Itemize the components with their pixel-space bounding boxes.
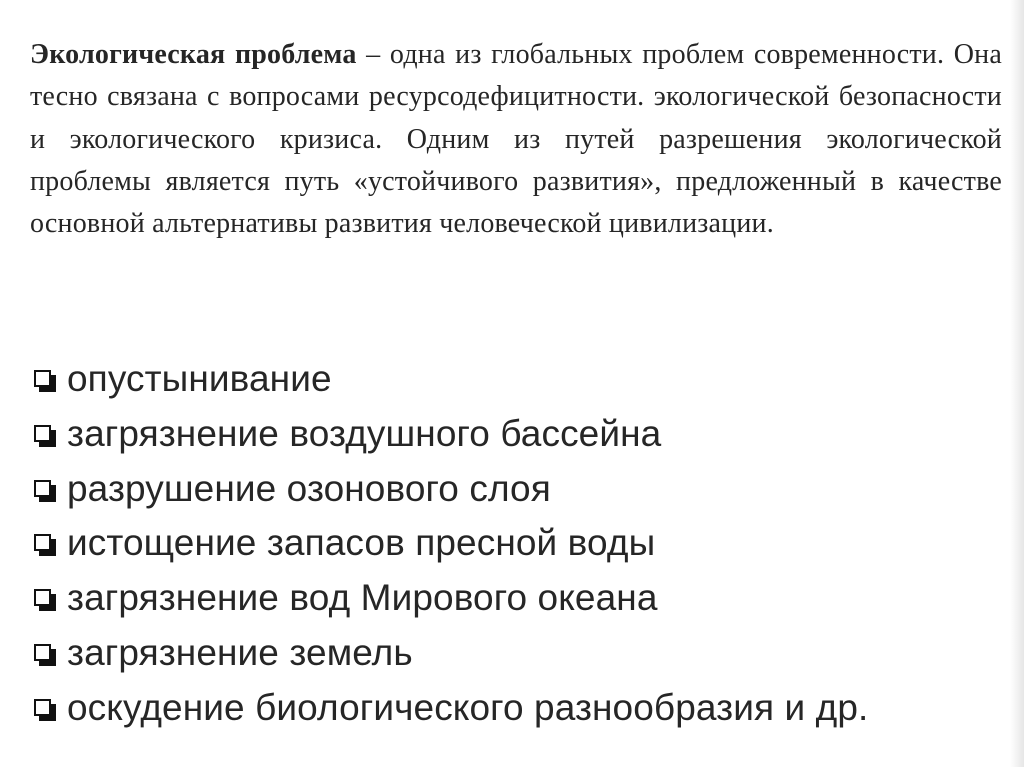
checkbox-bullet-icon — [34, 370, 57, 393]
list-item-text: опустынивание — [67, 358, 332, 399]
intro-paragraph — [30, 34, 1002, 245]
list-item — [34, 626, 1004, 681]
intro-body-text: – одна из глобальных проблем современности. Она тесно связана с вопросами ресурсодефицитности. экологической безопасности и экологического кризиса. Одним из путей разрешения экологической проблемы является путь «устойчивого развития», предложенный в качестве основной альтернативы развития человеческой цивилизации. — [30, 39, 1002, 240]
list-item-text: загрязнение вод Мирового океана — [67, 577, 658, 619]
slide-edge-shadow — [1010, 0, 1024, 767]
checkbox-bullet-icon — [34, 699, 57, 722]
list-item — [34, 571, 1004, 626]
intro-lead-term: Экологическая проблема — [30, 39, 357, 70]
list-item-text: загрязнение земель — [67, 631, 413, 673]
list-item — [34, 352, 1004, 407]
list-item — [34, 462, 1004, 517]
list-item — [34, 516, 1004, 571]
list-item-text: загрязнение воздушного бассейна — [67, 412, 662, 454]
checkbox-bullet-icon — [34, 480, 57, 503]
list-item — [34, 407, 1004, 462]
list-item-text: разрушение озонового слоя — [67, 467, 551, 509]
checkbox-bullet-icon — [34, 644, 57, 667]
list-item-text: истощение запасов пресной воды — [67, 522, 656, 564]
list-item-text: оскудение биологического разнообразия и др. — [67, 686, 869, 728]
checkbox-bullet-icon — [34, 534, 57, 557]
checkbox-bullet-icon — [34, 425, 57, 448]
list-item — [34, 681, 1004, 736]
checkbox-bullet-icon — [34, 589, 57, 612]
problem-list — [34, 352, 1004, 736]
